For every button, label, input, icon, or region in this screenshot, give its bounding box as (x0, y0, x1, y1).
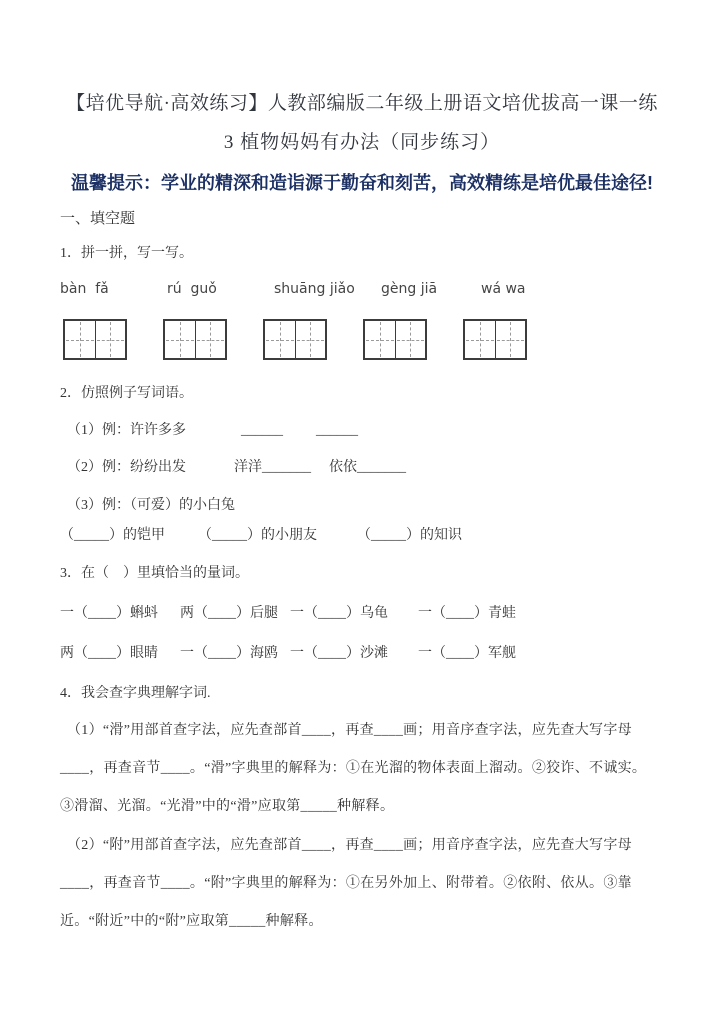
q2-item-4 (60, 527, 664, 545)
q2-item-4-part-2: （_____）的小朋友 (198, 528, 317, 543)
section-heading-fill-in: 一、填空题 (60, 211, 136, 227)
grid-cell (495, 321, 526, 358)
tianzige-grid (263, 319, 327, 360)
pinyin-item: shuāng jiǎo (274, 281, 355, 297)
tianzige-grid (463, 319, 527, 360)
q2-item-1-blank-2: ______ (316, 423, 358, 438)
q2-item-2-blank-1: 洋洋_______ (234, 460, 311, 475)
pinyin-item: bàn fǎ (60, 281, 109, 297)
q2-item-1-label: （1）例：许许多多 (67, 423, 186, 438)
pinyin-row (60, 280, 664, 298)
q2-stem: 2．仿照例子写词语。 (60, 386, 193, 401)
q4-item-1-line-2: ____，再查音节____。“滑”字典里的解释为：①在光溜的物体表面上溜动。②狡诈、不诚实。 (60, 761, 647, 776)
q4-item-2-line-2: ____，再查音节____。“附”字典里的解释为：①在另外加上、附带着。②依附、依从。③靠 (60, 876, 632, 891)
grid-cell (465, 321, 495, 358)
q2-item-2 (60, 459, 664, 477)
grid-cell (395, 321, 426, 358)
q2-item-4-part-1: （_____）的铠甲 (60, 528, 165, 543)
writing-grid-row (63, 319, 664, 360)
q3-row-2-item: 一（____）沙滩 (290, 646, 388, 661)
q4-item-1-line-1: （1）“滑”用部首查字法，应先查部首____，再查____画；用音序查字法，应先查大写字母 (67, 723, 632, 738)
pinyin-item: rú guǒ (167, 281, 217, 297)
q1-stem: 1．拼一拼，写一写。 (60, 246, 193, 261)
grid-cell (95, 321, 126, 358)
q3-stem: 3．在（ ）里填恰当的量词。 (60, 566, 249, 581)
worksheet-subtitle: 3 植物妈妈有办法（同步练习） (223, 132, 501, 153)
q2-item-1 (60, 422, 664, 440)
q3-row-2 (60, 645, 664, 663)
q3-row-1-item: 一（____）蝌蚪 (60, 606, 158, 621)
tianzige-grid (163, 319, 227, 360)
worksheet-title: 【培优导航·高效练习】人教部编版二年级上册语文培优拔高一课一练 (66, 93, 658, 114)
grid-cell (295, 321, 326, 358)
q3-row-1-item: 一（____）青蛙 (418, 606, 516, 621)
grid-cell (65, 321, 95, 358)
q4-item-2-line-1: （2）“附”用部首查字法，应先查部首____，再查____画；用音序查字法，应先查大写字母 (67, 838, 632, 853)
grid-cell (365, 321, 395, 358)
grid-cell (265, 321, 295, 358)
q3-row-1 (60, 605, 664, 623)
q4-item-2-line-3: 近。“附近”中的“附”应取第_____种解释。 (60, 914, 323, 929)
q2-item-2-blank-2: 依依_______ (329, 460, 406, 475)
grid-cell (165, 321, 195, 358)
tianzige-grid (363, 319, 427, 360)
q2-item-1-blank-1: ______ (241, 423, 283, 438)
q3-row-2-item: 一（____）海鸥 (180, 646, 278, 661)
q2-item-4-part-3: （_____）的知识 (357, 528, 462, 543)
q3-row-2-item: 两（____）眼睛 (60, 646, 158, 661)
pinyin-item: wá wa (481, 281, 526, 297)
tip-banner: 温馨提示：学业的精深和造诣源于勤奋和刻苦，高效精练是培优最佳途径! (71, 173, 653, 193)
q2-item-3: （3）例：（可爱）的小白兔 (67, 498, 235, 513)
q3-row-1-item: 一（____）乌龟 (290, 606, 388, 621)
grid-cell (195, 321, 226, 358)
q3-row-2-item: 一（____）军舰 (418, 646, 516, 661)
q4-item-1-line-3: ③滑溜、光溜。“光滑”中的“滑”应取第_____种解释。 (60, 799, 395, 814)
tianzige-grid (63, 319, 127, 360)
q4-stem: 4．我会查字典理解字词. (60, 686, 211, 701)
pinyin-item: gèng jiā (381, 281, 438, 297)
q2-item-2-label: （2）例：纷纷出发 (67, 460, 186, 475)
q3-row-1-item: 两（____）后腿 (180, 606, 278, 621)
